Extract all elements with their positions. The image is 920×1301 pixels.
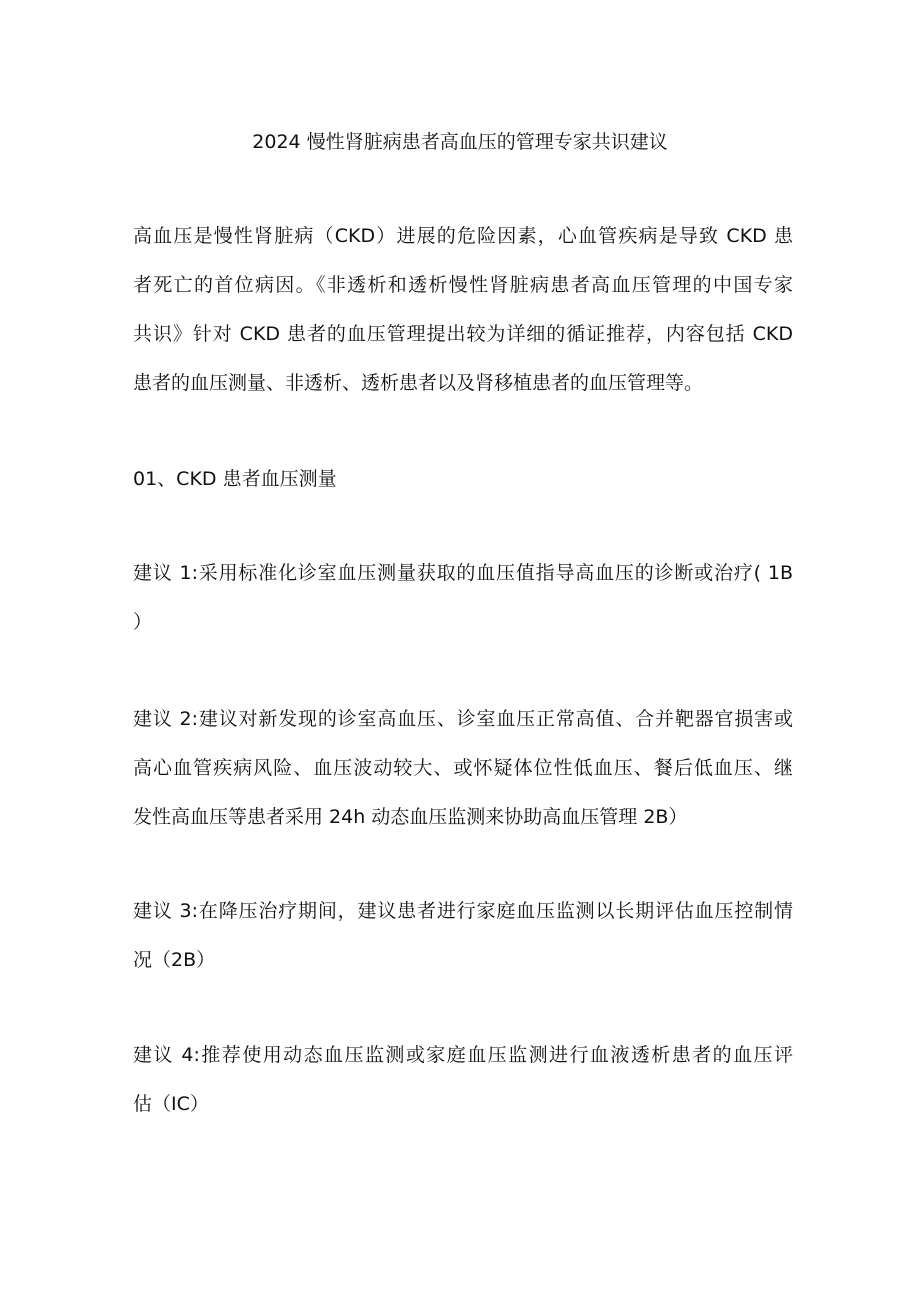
recommendation-line: 建议 3:在降压治疗期间，建议患者进行家庭血压监测以长期评估血压控制情	[133, 900, 793, 922]
recommendation-3	[133, 887, 793, 985]
section-heading-text: 01、CKD 患者血压测量	[133, 468, 337, 490]
recommendation-1	[133, 549, 793, 647]
recommendation-line: ）	[133, 611, 153, 633]
intro-line: 者死亡的首位病因。《非透析和透析慢性肾脏病患者高血压管理的中国专家	[133, 274, 793, 296]
recommendation-line: 建议 2:建议对新发现的诊室高血压、诊室血压正常高值、合并靶器官损害或	[133, 708, 793, 730]
recommendation-line: 建议 4:推荐使用动态血压监测或家庭血压监测进行血液透析患者的血压评	[133, 1044, 793, 1066]
recommendation-line: 估（IC）	[133, 1093, 209, 1115]
intro-line: 共识》针对 CKD 患者的血压管理提出较为详细的循证推荐，内容包括 CKD	[133, 323, 793, 345]
section-heading	[133, 455, 793, 504]
recommendation-line: 建议 1:采用标准化诊室血压测量获取的血压值指导高血压的诊断或治疗( 1B	[133, 562, 793, 584]
intro-paragraph	[133, 212, 793, 408]
recommendation-line: 况（2B）	[133, 949, 216, 971]
intro-line: 高血压是慢性肾脏病（CKD）进展的危险因素，心血管疾病是导致 CKD 患	[133, 225, 793, 247]
document-title: 2024 慢性肾脏病患者高血压的管理专家共识建议	[252, 131, 668, 153]
recommendation-line: 发性高血压等患者采用 24h 动态血压监测来协助高血压管理 2B）	[133, 806, 688, 828]
recommendation-line: 高心血管疾病风险、血压波动较大、或怀疑体位性低血压、餐后低血压、继	[133, 757, 793, 779]
recommendation-2	[133, 695, 793, 842]
recommendation-4	[133, 1031, 793, 1129]
intro-line: 患者的血压测量、非透析、透析患者以及肾移植患者的血压管理等。	[133, 372, 704, 394]
